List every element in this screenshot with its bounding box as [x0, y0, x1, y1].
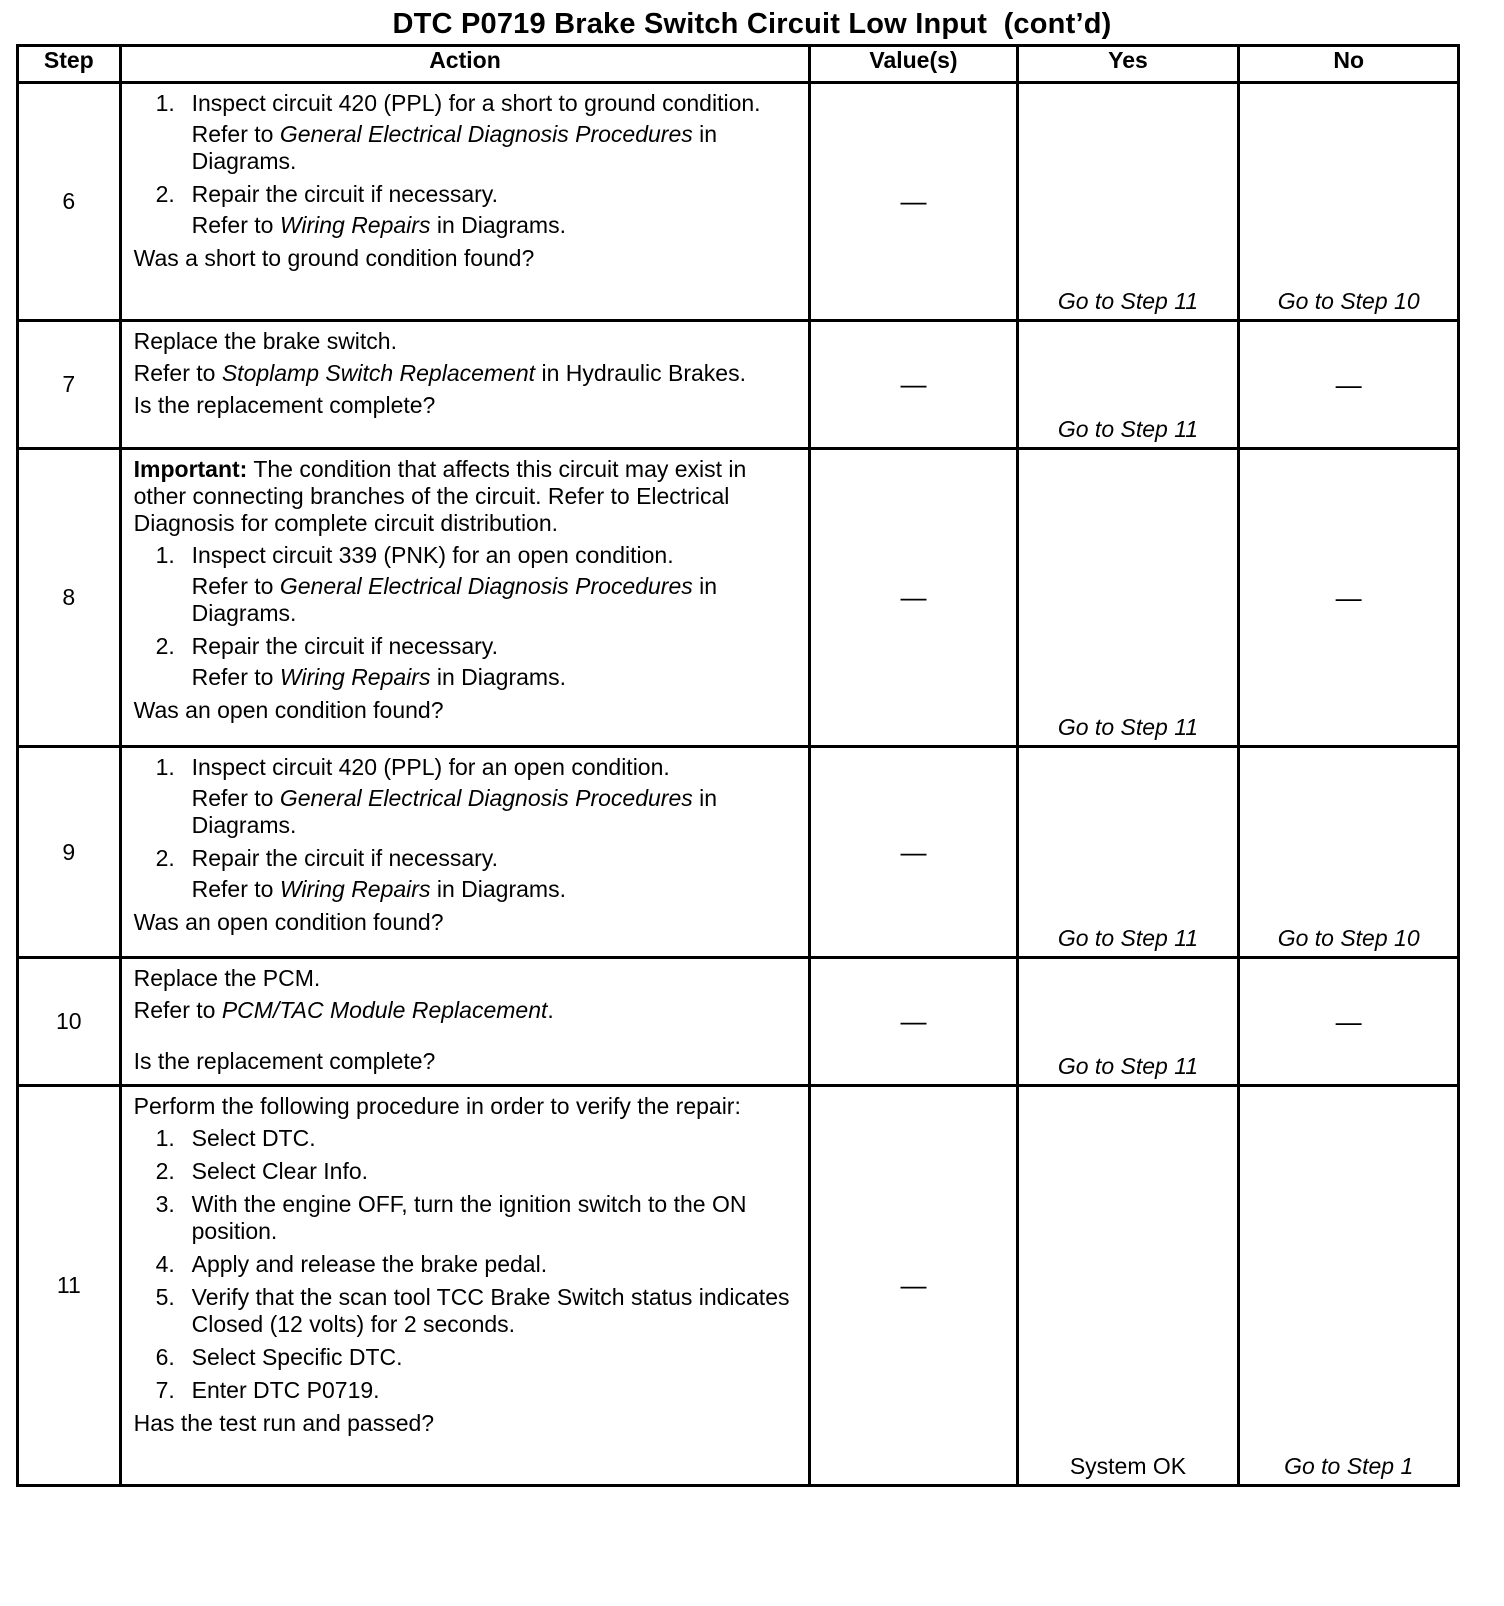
no-result: — [1335, 582, 1362, 612]
item-text: Inspect circuit 420 (PPL) for a short to ground condition. [191, 90, 761, 116]
step-row-9 [18, 747, 1459, 958]
header-action: Action [120, 46, 810, 83]
step-row-11 [18, 1086, 1459, 1486]
ref-suffix: . [547, 997, 554, 1023]
value-cell: — [810, 747, 1017, 958]
item-text: Enter DTC P0719. [191, 1377, 380, 1403]
item-number: 1. [155, 90, 175, 116]
no-cell [1239, 1086, 1459, 1486]
action-question: Is the replacement complete? [133, 1048, 436, 1074]
ref-suffix: in Diagrams. [191, 785, 718, 838]
yes-cell [1017, 958, 1239, 1086]
important-note [134, 456, 799, 537]
yes-result: Go to Step 11 [1057, 416, 1199, 442]
no-result: Go to Step 10 [1277, 288, 1420, 314]
item-text: Select Clear Info. [191, 1158, 369, 1184]
yes-result: Go to Step 11 [1057, 1053, 1199, 1079]
yes-result: Go to Step 11 [1057, 288, 1199, 314]
yes-cell [1017, 321, 1239, 449]
ref-prefix: Refer to [191, 121, 280, 147]
header-row [18, 46, 1459, 83]
step-row-8 [18, 449, 1459, 747]
item-number: 2. [155, 845, 175, 871]
item-number: 2. [155, 633, 175, 659]
ref-document: General Electrical Diagnosis Procedures [279, 121, 693, 147]
item-number: 6. [155, 1344, 175, 1370]
action-cell [120, 958, 810, 1086]
ref-prefix: Refer to [191, 664, 280, 690]
action-question: Has the test run and passed? [133, 1410, 435, 1436]
item-text: Inspect circuit 339 (PNK) for an open condition. [191, 542, 674, 568]
ref-suffix: in Diagrams. [430, 212, 566, 238]
reference [192, 785, 799, 839]
action-cell [120, 1086, 810, 1486]
ref-document: Stoplamp Switch Replacement [221, 360, 536, 386]
reference [134, 997, 799, 1024]
ref-document: General Electrical Diagnosis Procedures [279, 785, 693, 811]
yes-result: Go to Step 11 [1057, 714, 1199, 740]
list-item [134, 1191, 799, 1245]
action-intro: Perform the following procedure in order to verify the repair: [133, 1093, 741, 1119]
header-yes: Yes [1017, 46, 1239, 83]
value-cell: — [810, 83, 1017, 321]
step-number: 10 [18, 958, 121, 1086]
item-number: 1. [155, 754, 175, 780]
action-list [134, 754, 799, 903]
title-main: DTC P0719 Brake Switch Circuit Low Input [392, 8, 988, 40]
action-question: Was an open condition found? [133, 697, 444, 723]
title-suffix: (cont’d) [1003, 8, 1112, 40]
item-number: 5. [155, 1284, 175, 1310]
list-item [134, 754, 799, 839]
action-question: Was an open condition found? [133, 909, 444, 935]
item-text: Apply and release the brake pedal. [191, 1251, 548, 1277]
yes-result: System OK [1069, 1453, 1187, 1479]
important-text: The condition that affects this circuit may exist in other connecting branches of the circuit. Refer to Electrical Diagnosis for complete circuit distribution. [133, 456, 747, 536]
reference [134, 360, 799, 387]
list-item [134, 1284, 799, 1338]
action-question: Was a short to ground condition found? [133, 245, 535, 271]
value-cell: — [810, 321, 1017, 449]
ref-document: Wiring Repairs [279, 212, 431, 238]
list-item [134, 181, 799, 239]
ref-suffix: in Hydraulic Brakes. [535, 360, 746, 386]
ref-document: Wiring Repairs [279, 876, 431, 902]
ref-prefix: Refer to [133, 997, 222, 1023]
yes-cell [1017, 1086, 1239, 1486]
no-result: Go to Step 10 [1277, 925, 1420, 951]
header-values: Value(s) [810, 46, 1017, 83]
yes-cell [1017, 83, 1239, 321]
ref-prefix: Refer to [191, 573, 280, 599]
no-cell [1239, 321, 1459, 449]
list-item [134, 1377, 799, 1404]
action-line: Replace the brake switch. [133, 328, 397, 354]
item-text: Repair the circuit if necessary. [191, 633, 498, 659]
no-cell [1239, 958, 1459, 1086]
action-cell [120, 321, 810, 449]
ref-prefix: Refer to [191, 876, 280, 902]
header-no: No [1239, 46, 1459, 83]
ref-prefix: Refer to [191, 212, 280, 238]
ref-document: General Electrical Diagnosis Procedures [279, 573, 693, 599]
list-item [134, 1344, 799, 1371]
item-text: Repair the circuit if necessary. [191, 845, 498, 871]
item-text: Select DTC. [191, 1125, 316, 1151]
list-item [134, 633, 799, 691]
item-number: 7. [155, 1377, 175, 1403]
step-row-6 [18, 83, 1459, 321]
action-cell [120, 449, 810, 747]
item-text: Inspect circuit 420 (PPL) for an open condition. [191, 754, 670, 780]
ref-prefix: Refer to [191, 785, 280, 811]
action-line: Replace the PCM. [133, 965, 321, 991]
item-text: With the engine OFF, turn the ignition switch to the ON position. [191, 1191, 747, 1244]
list-item [134, 1125, 799, 1152]
ref-document: PCM/TAC Module Replacement [221, 997, 548, 1023]
header-step: Step [18, 46, 121, 83]
reference [192, 876, 799, 903]
step-number: 7 [18, 321, 121, 449]
reference [192, 573, 799, 627]
ref-suffix: in Diagrams. [191, 121, 718, 174]
value-cell: — [810, 1086, 1017, 1486]
list-item [134, 90, 799, 175]
no-cell [1239, 83, 1459, 321]
reference [192, 664, 799, 691]
reference [192, 212, 799, 239]
action-list [134, 1125, 799, 1404]
step-number: 9 [18, 747, 121, 958]
action-list [134, 542, 799, 691]
no-result: — [1335, 369, 1362, 399]
list-item [134, 542, 799, 627]
page-title [0, 8, 1504, 41]
item-number: 3. [155, 1191, 175, 1217]
item-number: 1. [155, 542, 175, 568]
step-row-7 [18, 321, 1459, 449]
no-cell [1239, 747, 1459, 958]
step-number: 11 [18, 1086, 121, 1486]
no-cell [1239, 449, 1459, 747]
action-list [134, 90, 799, 239]
no-result: — [1335, 1006, 1362, 1036]
list-item [134, 1251, 799, 1278]
value-cell: — [810, 449, 1017, 747]
action-question: Is the replacement complete? [133, 392, 436, 418]
item-number: 2. [155, 1158, 175, 1184]
ref-prefix: Refer to [133, 360, 222, 386]
item-text: Repair the circuit if necessary. [191, 181, 498, 207]
ref-suffix: in Diagrams. [430, 876, 566, 902]
ref-suffix: in Diagrams. [430, 664, 566, 690]
step-row-10 [18, 958, 1459, 1086]
value-cell: — [810, 958, 1017, 1086]
ref-document: Wiring Repairs [279, 664, 431, 690]
item-number: 2. [155, 181, 175, 207]
list-item [134, 845, 799, 903]
step-number: 6 [18, 83, 121, 321]
yes-result: Go to Step 11 [1057, 925, 1199, 951]
item-number: 1. [155, 1125, 175, 1151]
no-result: Go to Step 1 [1284, 1453, 1414, 1479]
ref-suffix: in Diagrams. [191, 573, 718, 626]
item-text: Verify that the scan tool TCC Brake Switch status indicates Closed (12 volts) for 2 seconds. [191, 1284, 790, 1337]
diagnostic-table [16, 44, 1460, 1487]
item-text: Select Specific DTC. [191, 1344, 403, 1370]
important-label: Important: [133, 456, 248, 482]
reference [192, 121, 799, 175]
action-cell [120, 747, 810, 958]
list-item [134, 1158, 799, 1185]
yes-cell [1017, 449, 1239, 747]
step-number: 8 [18, 449, 121, 747]
yes-cell [1017, 747, 1239, 958]
item-number: 4. [155, 1251, 175, 1277]
action-cell [120, 83, 810, 321]
